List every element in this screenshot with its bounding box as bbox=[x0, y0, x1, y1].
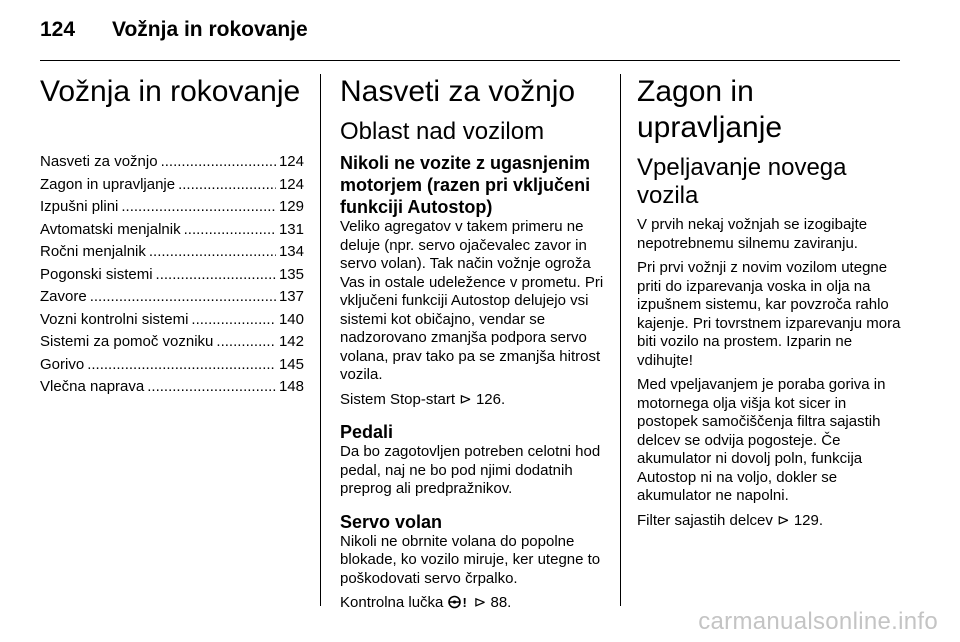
table-of-contents bbox=[40, 151, 304, 399]
engine-off-heading: Nikoli ne vozite z ugasnjenim motorjem (razen pri vključeni funkciji Autostop) bbox=[340, 153, 591, 217]
svg-text:!: ! bbox=[462, 595, 467, 609]
toc-entry-label: Vlečna naprava bbox=[40, 378, 145, 395]
toc-entry-label: Nasveti za vožnjo bbox=[40, 153, 158, 170]
engine-off-text: Veliko agregatov v takem primeru ne deluje (npr. servo ojačevalec zavor in servo volan). Tak način vožnje ogroža Vas in ostale udeležence v prometu. Pri vključeni funkciji Autostop delujejo vsi sistemi kot običajno, vendar se nadzorovano zmanjša podpora servo volana, prav tako pa se zmanjša hitrost vozila. bbox=[340, 218, 604, 383]
driving-tips-column bbox=[340, 74, 604, 613]
start-operation-column bbox=[637, 74, 903, 530]
toc-entry-label: Pogonski sistemi bbox=[40, 265, 153, 283]
toc-leader-dots bbox=[156, 264, 276, 287]
toc-leader-dots bbox=[216, 331, 276, 354]
toc-leader-dots bbox=[178, 174, 276, 197]
toc-entry-label: Avtomatski menjalnik bbox=[40, 220, 181, 238]
toc-entry-page: 129 bbox=[278, 198, 304, 215]
stop-start-reference[interactable] bbox=[340, 391, 604, 410]
toc-entry[interactable] bbox=[40, 174, 304, 197]
toc-entry[interactable] bbox=[40, 309, 304, 332]
chapter-title: Vožnja in rokovanje bbox=[112, 18, 308, 41]
toc-leader-dots bbox=[191, 309, 276, 332]
toc-entry[interactable] bbox=[40, 286, 304, 309]
page-header bbox=[40, 18, 308, 42]
subsection-heading: Vpeljavanje novega vozila bbox=[637, 154, 847, 209]
servo-text: Nikoli ne obrnite volana do popolne blokade, ko vozilo miruje, ker utegne to poškodovati servo črpalko. bbox=[340, 532, 601, 587]
watermark: carmanualsonline.info bbox=[698, 608, 938, 635]
section-heading: Nasveti za vožnjo bbox=[340, 75, 576, 108]
toc-entry-page: 140 bbox=[278, 310, 304, 328]
toc-leader-dots bbox=[149, 241, 276, 264]
reference-page: 129. bbox=[793, 511, 824, 529]
chapter-heading: Vožnja in rokovanje bbox=[40, 75, 301, 108]
page-ref-icon: ⊳ bbox=[777, 511, 790, 529]
toc-entry-page: 137 bbox=[278, 288, 304, 305]
toc-entry-page: 124 bbox=[278, 153, 304, 170]
toc-entry-page: 135 bbox=[278, 265, 304, 283]
toc-entry-page: 148 bbox=[278, 378, 304, 395]
page-number: 124 bbox=[40, 18, 76, 41]
toc-entry-page: 134 bbox=[278, 243, 304, 260]
toc-entry[interactable] bbox=[40, 151, 304, 174]
toc-entry-label: Izpušni plini bbox=[40, 198, 119, 215]
reference-page: 88. bbox=[490, 594, 512, 611]
column-divider bbox=[320, 74, 321, 606]
particulate-filter-reference[interactable] bbox=[637, 512, 903, 531]
section-heading: Zagon in upravljanje bbox=[637, 75, 783, 144]
toc-leader-dots bbox=[184, 219, 276, 242]
pedals-text: Da bo zagotovljen potreben celotni hod pedal, naj ne bo pod njimi dodatnih preprog ali predpražnikov. bbox=[340, 443, 601, 497]
column-divider bbox=[620, 74, 621, 606]
reference-text: Filter sajastih delcev bbox=[637, 511, 773, 529]
toc-entry-label: Sistemi za pomoč vozniku bbox=[40, 333, 214, 350]
toc-entry[interactable] bbox=[40, 196, 304, 219]
toc-column bbox=[40, 74, 304, 399]
toc-entry[interactable] bbox=[40, 219, 304, 242]
reference-text: Kontrolna lučka bbox=[340, 594, 444, 611]
subsection-heading: Oblast nad vozilom bbox=[340, 118, 545, 145]
pedals-heading: Pedali bbox=[340, 422, 394, 442]
toc-leader-dots bbox=[147, 376, 276, 399]
toc-entry-label: Zagon in upravljanje bbox=[40, 175, 176, 193]
paragraph: Med vpeljavanjem je poraba goriva in motornega olja višja kot sicer in postopek samočiščenja filtra sajastih delcev se odvija pogosteje. Če akumulator ni dovolj poln, funkcija Autostop ni na voljo, dokler se akumulator ne napolni. bbox=[637, 376, 886, 504]
toc-entry[interactable] bbox=[40, 241, 304, 264]
toc-entry-label: Gorivo bbox=[40, 355, 85, 373]
toc-leader-dots bbox=[121, 196, 276, 219]
reference-text: Sistem Stop-start bbox=[340, 390, 456, 408]
toc-leader-dots bbox=[90, 286, 276, 309]
toc-entry-page: 142 bbox=[278, 333, 304, 350]
toc-leader-dots bbox=[87, 354, 276, 377]
toc-entry-page: 145 bbox=[278, 355, 304, 373]
header-rule bbox=[40, 60, 900, 61]
page-ref-icon: ⊳ bbox=[459, 390, 472, 408]
servo-heading: Servo volan bbox=[340, 511, 443, 532]
toc-entry-page: 131 bbox=[278, 220, 304, 238]
toc-entry[interactable] bbox=[40, 376, 304, 399]
toc-entry-label: Zavore bbox=[40, 288, 87, 305]
toc-entry[interactable] bbox=[40, 354, 304, 377]
steering-warning-icon bbox=[448, 595, 470, 609]
paragraph: V prvih nekaj vožnjah se izogibajte nepotrebnemu silnemu zaviranju. bbox=[637, 216, 868, 252]
toc-leader-dots bbox=[161, 151, 276, 174]
toc-entry[interactable] bbox=[40, 331, 304, 354]
toc-entry-page: 124 bbox=[278, 175, 304, 193]
warning-light-reference[interactable] bbox=[340, 594, 604, 613]
toc-entry-label: Vozni kontrolni sistemi bbox=[40, 310, 189, 328]
toc-entry-label: Ročni menjalnik bbox=[40, 243, 146, 260]
reference-page: 126. bbox=[475, 390, 506, 408]
page-ref-icon: ⊳ bbox=[473, 594, 487, 611]
toc-entry[interactable] bbox=[40, 264, 304, 287]
paragraph: Pri prvi vožnji z novim vozilom utegne priti do izparevanja voska in olja na izpušnem sistemu, kar povzroča rahlo kajenje. Pri tovrstnem izparevanju mora biti vozilo na prostem. Izparin ne vdihujte! bbox=[637, 259, 901, 369]
